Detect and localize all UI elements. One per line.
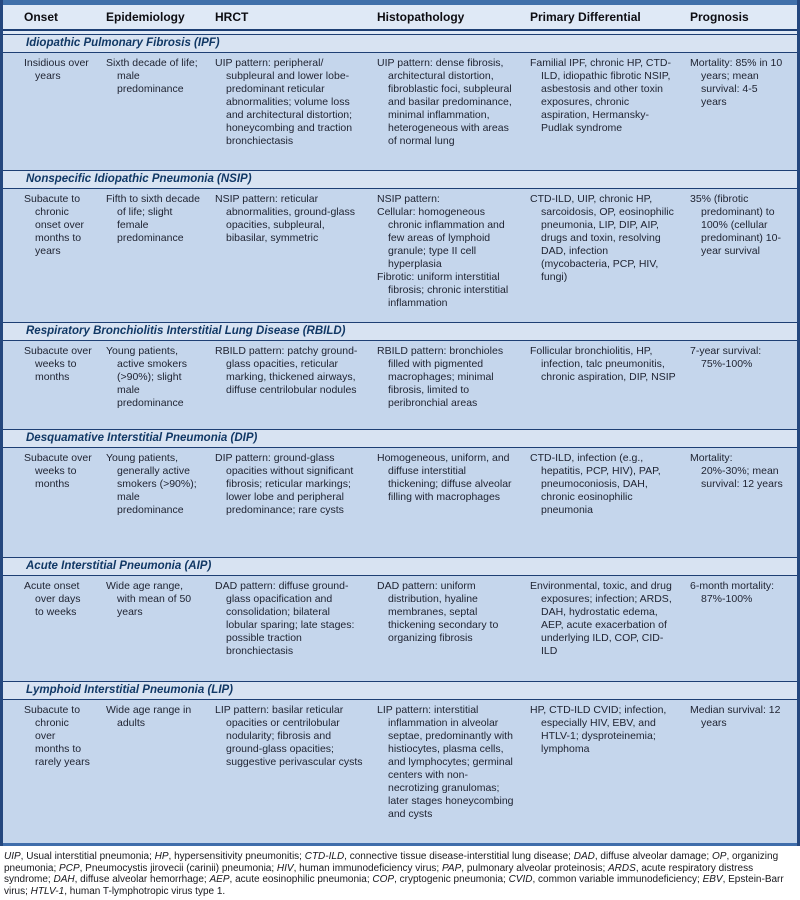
cell-nsip-primary-differential (530, 193, 690, 318)
cell-nsip-epidemiology (106, 193, 215, 318)
cell-paragraph: DIP pattern: ground-glass opacities without significant fibrosis; reticular markings; lower lobe and peripheral predominance; rare cysts (215, 452, 354, 516)
cell-paragraph: DAD pattern: diffuse ground-glass opacification and consolidation; bilateral lobular sparing; late stages: possible traction bronchiectasis (215, 580, 355, 657)
cell-paragraph: Acute onset over days to weeks (24, 580, 81, 618)
section-header-nsip: Nonspecific Idiopathic Pneumonia (NSIP) (3, 170, 797, 189)
cell-paragraph: NSIP pattern: reticular abnormalities, ground-glass opacities, subpleural, bibasilar, symmetric (215, 193, 355, 244)
cell-paragraph: Subacute over weeks to months (24, 452, 92, 490)
cell-ipf-epidemiology (106, 57, 215, 166)
cell-paragraph: HP, CTD-ILD CVID; infection, especially HIV, EBV, and HTLV-1; dysproteinemia; lymphoma (530, 704, 667, 755)
cell-paragraph: 35% (fibrotic predominant) to 100% (cellular predominant) 10-year survival (690, 193, 781, 257)
cell-lip-primary-differential (530, 704, 690, 839)
section-body-lip (3, 700, 797, 843)
footnote-abbr: HTLV-1 (30, 885, 65, 897)
cell-paragraph: Subacute over weeks to months (24, 345, 92, 383)
cell-lip-onset (24, 704, 106, 839)
cell-aip-epidemiology (106, 580, 215, 677)
footnote-definition: , common variable immunodeficiency; (532, 874, 703, 886)
footnote-definition: , acute respiratory distress syndrome; (4, 862, 754, 886)
cell-paragraph: Wide age range, with mean of 50 years (106, 580, 192, 618)
section-header-rbild: Respiratory Bronchiolitis Interstitial Lung Disease (RBILD) (3, 322, 797, 341)
section-body-rbild (3, 341, 797, 429)
footnote-abbr: DAD (573, 851, 595, 862)
cell-rbild-histopathology (377, 345, 530, 425)
footnote-definition: , acute eosinophilic pneumonia; (229, 874, 373, 886)
cell-ipf-onset (24, 57, 106, 166)
cell-paragraph: Sixth decade of life; male predominance (106, 57, 198, 95)
cell-paragraph: RBILD pattern: patchy ground-glass opacities, reticular marking, thickened airways, diffuse centrilobular nodules (215, 345, 358, 396)
cell-lip-prognosis (690, 704, 797, 839)
footnote-definition: , human T-lymphotropic virus type 1. (64, 885, 226, 897)
cell-paragraph: Mortality: 20%-30%; mean survival: 12 years (690, 452, 783, 490)
footnote-abbr: PAP (441, 862, 462, 874)
column-header-epidemiology: Epidemiology (106, 10, 185, 24)
footnote-definition: , diffuse alveolar damage; (594, 851, 712, 862)
footnote-abbr: PCP (59, 862, 80, 874)
footnote-abbr: HIV (276, 862, 294, 874)
cell-aip-hrct (215, 580, 377, 677)
column-header-prognosis: Prognosis (690, 10, 749, 24)
cell-aip-prognosis (690, 580, 797, 677)
section-body-dip (3, 448, 797, 557)
cell-paragraph: Homogeneous, uniform, and diffuse interstitial thickening; diffuse alveolar filling with macrophages (377, 452, 512, 503)
section-header-dip: Desquamative Interstitial Pneumonia (DIP) (3, 429, 797, 448)
footnote-abbr: UIP (4, 851, 21, 862)
cell-paragraph: Cellular: homogeneous chronic inflammation and few areas of lymphoid granule; type II cell hyperplasia (377, 206, 505, 270)
cell-paragraph: Fibrotic: uniform interstitial fibrosis; chronic interstitial inflammation (377, 271, 509, 309)
column-header-row (3, 5, 797, 31)
section-header-aip: Acute Interstitial Pneumonia (AIP) (3, 557, 797, 576)
cell-lip-epidemiology (106, 704, 215, 839)
footnote-definition: , pulmonary alveolar proteinosis; (461, 862, 609, 874)
cell-paragraph: 7-year survival: 75%-100% (690, 345, 762, 370)
footnote-abbr: CVID (508, 874, 533, 886)
cell-paragraph: Young patients, active smokers (>90%); slight male predominance (106, 345, 188, 409)
cell-ipf-hrct (215, 57, 377, 166)
cell-paragraph: Familial IPF, chronic HP, CTD-ILD, idiopathic fibrotic NSIP, asbestosis and other toxin exposures, chronic aspiration, Hermansky-Pudlak syndrome (530, 57, 672, 134)
cell-aip-histopathology (377, 580, 530, 677)
cell-rbild-hrct (215, 345, 377, 425)
cell-paragraph: UIP pattern: peripheral/ subpleural and lower lobe-predominant reticular abnormalities; volume loss and architectural distortion; honeycombing and traction bronchiectasis (215, 57, 353, 147)
cell-aip-onset (24, 580, 106, 677)
cell-paragraph: Subacute to chronic over months to rarely years (24, 704, 90, 768)
footnote-abbr: HP (154, 851, 169, 862)
cell-ipf-prognosis (690, 57, 797, 166)
footnote-definition: , diffuse alveolar hemorrhage; (74, 874, 210, 886)
cell-paragraph: Follicular bronchiolitis, HP, infection, talc pneumonitis, chronic aspiration, DIP, NSIP (530, 345, 676, 383)
cell-nsip-prognosis (690, 193, 797, 318)
cell-aip-primary-differential (530, 580, 690, 677)
cell-dip-hrct (215, 452, 377, 553)
footnote-abbr: COP (372, 874, 395, 886)
table-sections (3, 34, 797, 843)
cell-paragraph: Subacute to chronic onset over months to years (24, 193, 85, 257)
cell-paragraph: Environmental, toxic, and drug exposures; infection; ARDS, DAH, hydrostatic edema, AEP, acute exacerbation of underlying ILD, COP, CID-ILD (530, 580, 672, 657)
cell-paragraph: Median survival: 12 years (690, 704, 781, 729)
cell-paragraph: CTD-ILD, infection (e.g., hepatitis, PCP, HIV), PAP, pneumoconiosis, DAH, chronic eosinophilic pneumonia (530, 452, 661, 516)
abbreviations-footnote (0, 846, 800, 897)
section-body-ipf (3, 53, 797, 170)
footnote-definition: , human immunodeficiency virus; (293, 862, 442, 874)
column-header-histopathology: Histopathology (377, 10, 465, 24)
cell-dip-prognosis (690, 452, 797, 553)
footnote-definition: , Pneumocystis jirovecii (carinii) pneumonia; (79, 862, 277, 874)
footnote-definition: , Usual interstitial pneumonia; (20, 851, 155, 862)
cell-dip-primary-differential (530, 452, 690, 553)
cell-dip-histopathology (377, 452, 530, 553)
footnote-abbr: AEP (209, 874, 230, 886)
footnote-abbr: CTD-ILD (304, 851, 345, 862)
column-header-primary-differential: Primary Differential (530, 10, 641, 24)
cell-lip-histopathology (377, 704, 530, 839)
cell-nsip-hrct (215, 193, 377, 318)
footnote-definition: , Epstein-Barr virus; (4, 874, 784, 897)
cell-rbild-onset (24, 345, 106, 425)
cell-nsip-onset (24, 193, 106, 318)
footnote-abbr: OP (711, 851, 727, 862)
cell-dip-epidemiology (106, 452, 215, 553)
cell-paragraph: Insidious over years (24, 57, 89, 82)
column-header-hrct: HRCT (215, 10, 249, 24)
cell-rbild-primary-differential (530, 345, 690, 425)
cell-paragraph: Wide age range in adults (106, 704, 192, 729)
footnote-abbr: EBV (702, 874, 723, 886)
cell-paragraph: LIP pattern: basilar reticular opacities or centrilobular nodularity; fibrosis and ground-glass opacities; suggestive perivascular cysts (215, 704, 363, 768)
cell-paragraph: Young patients, generally active smokers (>90%); male predominance (106, 452, 197, 516)
cell-paragraph: RBILD pattern: bronchioles filled with pigmented macrophages; minimal fibrosis, limited to peribronchial areas (377, 345, 504, 409)
cell-nsip-histopathology (377, 193, 530, 318)
cell-paragraph: 6-month mortality: 87%-100% (690, 580, 775, 605)
cell-lip-hrct (215, 704, 377, 839)
cell-paragraph: NSIP pattern: (377, 193, 440, 205)
cell-dip-onset (24, 452, 106, 553)
section-header-lip: Lymphoid Interstitial Pneumonia (LIP) (3, 681, 797, 700)
footnote-definition: , hypersensitivity pneumonitis; (168, 851, 305, 862)
section-body-aip (3, 576, 797, 681)
cell-rbild-prognosis (690, 345, 797, 425)
footnote-definition: , cryptogenic pneumonia; (394, 874, 509, 886)
footnote-abbr: DAH (53, 874, 75, 886)
cell-paragraph: Fifth to sixth decade of life; slight female predominance (106, 193, 200, 244)
footnote-abbr: ARDS (608, 862, 636, 874)
cell-paragraph: CTD-ILD, UIP, chronic HP, sarcoidosis, OP, eosinophilic pneumonia, LIP, DIP, AIP, drugs and toxin, resolving DAD, infection (mycobacteria, PCP, HIV, fungi) (530, 193, 674, 283)
footnote-definition: , organizing pneumonia; (4, 851, 779, 874)
cell-ipf-histopathology (377, 57, 530, 166)
section-body-nsip (3, 189, 797, 322)
footnote-definition: , connective tissue disease-interstitial lung disease; (344, 851, 574, 862)
cell-paragraph: LIP pattern: interstitial inflammation in alveolar septae, predominantly with histiocytes, plasma cells, and lymphocytes; germinal centers with non-necrotizing granulomas; later stages honeycombing and cysts (377, 704, 514, 820)
cell-rbild-epidemiology (106, 345, 215, 425)
cell-paragraph: Mortality: 85% in 10 years; mean survival: 4-5 years (690, 57, 783, 108)
cell-paragraph: DAD pattern: uniform distribution, hyaline membranes, septal thickening secondary to organizing fibrosis (377, 580, 499, 644)
section-header-ipf: Idiopathic Pulmonary Fibrosis (IPF) (3, 34, 797, 53)
cell-paragraph: UIP pattern: dense fibrosis, architectural distortion, fibroblastic foci, subpleural and basilar predominance, minimal inflammation, heterogeneous with areas of normal lung (377, 57, 512, 147)
column-header-onset: Onset (24, 10, 59, 24)
cell-ipf-primary-differential (530, 57, 690, 166)
